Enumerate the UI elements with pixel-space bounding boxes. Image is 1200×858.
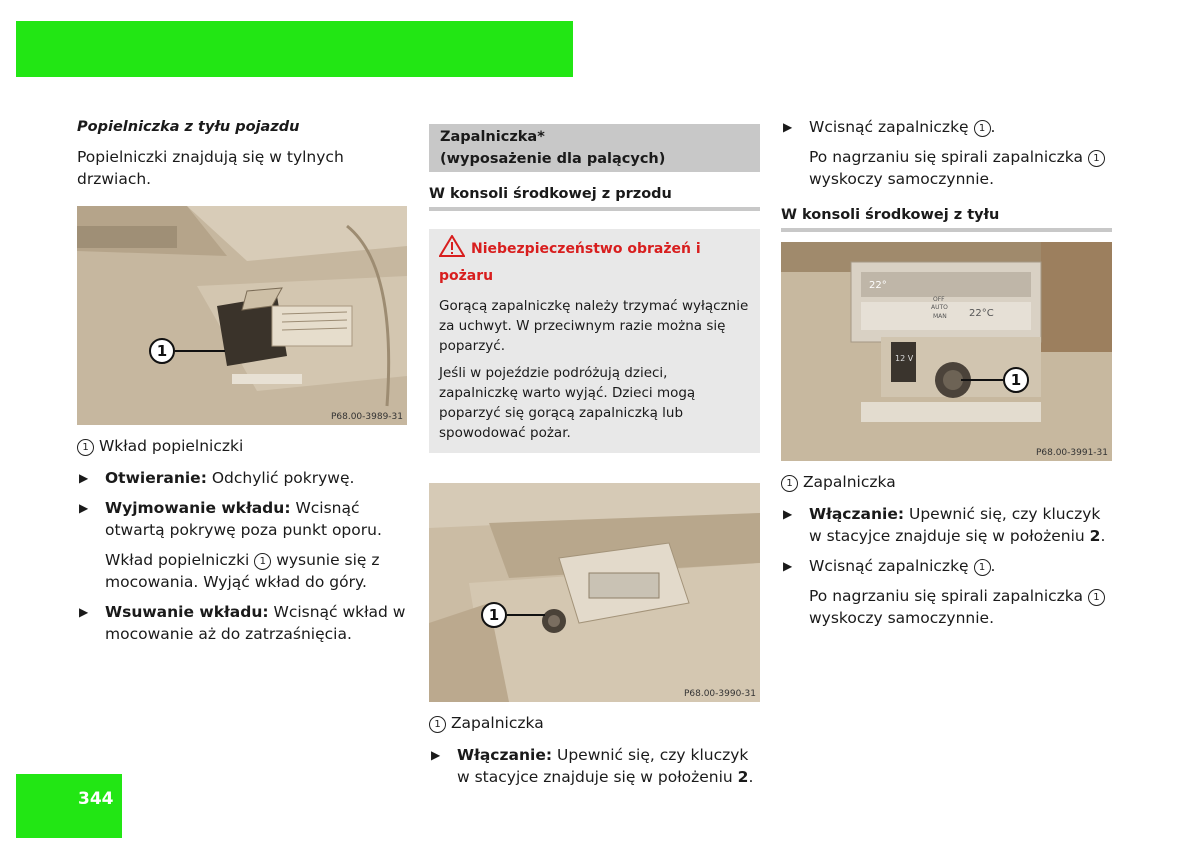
legend-item xyxy=(77,435,407,457)
callout-1: 1 xyxy=(149,338,175,364)
instruction-text: Wcisnąć otwartą pokrywę poza punkt oporu. xyxy=(105,499,382,539)
section-subtitle: (wyposażenie dla palących) xyxy=(440,151,666,167)
bullet-arrow-icon: ▶ xyxy=(783,507,793,521)
photo-code: P68.00-3989-31 xyxy=(330,412,403,422)
column-right xyxy=(781,116,1112,629)
warning-title xyxy=(439,235,750,288)
instruction-text: Wcisnąć wkład w mocowanie aż do zatrzaśnięcia. xyxy=(105,603,406,643)
instruction-text: Odchylić pokrywę. xyxy=(206,469,355,487)
note-text: Po nagrzaniu się spirali zapalniczka xyxy=(809,587,1088,605)
warning-text: Jeśli w pojeździe podróżują dzieci, zapalniczkę warto wyjąć. Dzieci mogą poparzyć się gorącą zapalniczką lub spowodować pożar. xyxy=(439,365,696,441)
section-title: Zapalniczka* xyxy=(440,129,545,145)
callout-number: 1 xyxy=(1088,589,1105,606)
legend-text: Zapalniczka xyxy=(802,473,896,491)
instruction-note xyxy=(781,146,1112,190)
instruction-switch-on xyxy=(781,503,1112,547)
instruction-label: Otwieranie: xyxy=(105,469,207,487)
photo-code: P68.00-3991-31 xyxy=(1035,448,1108,458)
subsection-heading: W konsoli środkowej z przodu xyxy=(429,184,760,211)
note-text: wyskoczy samoczynnie. xyxy=(809,609,994,627)
photo-code: P68.00-3990-31 xyxy=(683,689,756,699)
callout-leader-line xyxy=(507,614,545,616)
column-left xyxy=(77,116,407,645)
instruction-text: Upewnić się, czy kluczyk w stacyjce znajduje się w położeniu xyxy=(457,746,749,786)
instruction-text-end: . xyxy=(1100,527,1106,545)
rear-console-illustration xyxy=(781,242,1112,461)
callout-leader-line xyxy=(175,350,225,352)
instruction-insert xyxy=(77,601,407,645)
instruction-switch-on xyxy=(429,744,760,788)
instruction-text-end: . xyxy=(748,768,754,786)
instruction-label: Włączanie: xyxy=(809,505,905,523)
climate-off-label: OFF xyxy=(933,296,945,303)
instruction-remove xyxy=(77,497,407,541)
bullet-arrow-icon: ▶ xyxy=(431,748,441,762)
instruction-label: Włączanie: xyxy=(457,746,553,764)
intro-text: Popielniczki znajdują się w tylnych drzwiach. xyxy=(77,148,344,188)
climate-man-label: MAN xyxy=(933,313,947,320)
callout-number: 1 xyxy=(254,553,271,570)
socket-voltage-label: 12 V xyxy=(895,354,914,363)
note-text: Po nagrzaniu się spirali zapalniczka xyxy=(809,148,1088,166)
column-middle xyxy=(429,124,760,788)
instruction-label: Wsuwanie wkładu: xyxy=(105,603,269,621)
instruction-note xyxy=(77,549,407,593)
callout-1: 1 xyxy=(1003,367,1029,393)
callout-number: 1 xyxy=(974,559,991,576)
callout-number: 1 xyxy=(77,439,94,456)
bullet-arrow-icon: ▶ xyxy=(79,605,89,619)
section-title-box xyxy=(429,124,760,172)
callout-number: 1 xyxy=(974,120,991,137)
subsection-heading: W konsoli środkowej z tyłu xyxy=(781,205,1112,232)
front-console-illustration xyxy=(429,483,760,702)
bullet-arrow-icon: ▶ xyxy=(79,471,89,485)
callout-number: 1 xyxy=(1088,150,1105,167)
callout-number: 1 xyxy=(781,475,798,492)
instruction-open xyxy=(77,467,407,489)
photo-front-lighter xyxy=(429,483,760,702)
callout-1: 1 xyxy=(481,602,507,628)
climate-temp-right: 22°C xyxy=(969,308,994,319)
legend-text: Zapalniczka xyxy=(450,714,544,732)
legend-item xyxy=(429,712,760,734)
instruction-text: Upewnić się, czy kluczyk w stacyjce znajduje się w położeniu xyxy=(809,505,1101,545)
instruction-press xyxy=(781,116,1112,138)
photo-rear-ashtray xyxy=(77,206,407,425)
warning-triangle-icon xyxy=(439,235,465,265)
key-position: 2 xyxy=(737,768,749,786)
instruction-note xyxy=(781,585,1112,629)
note-text: wyskoczy samoczynnie. xyxy=(809,170,994,188)
warning-text: Gorącą zapalniczkę należy trzymać wyłącznie za uchwyt. W przeciwnym razie można się poparzyć. xyxy=(439,298,749,354)
header-accent-bar xyxy=(16,21,573,77)
instruction-text-end: . xyxy=(990,118,996,136)
warning-box xyxy=(429,229,760,453)
note-text: wysunie się z mocowania. Wyjąć wkład do góry. xyxy=(105,551,380,591)
bullet-arrow-icon: ▶ xyxy=(783,120,793,134)
instruction-press xyxy=(781,555,1112,577)
section-heading: Popielniczka z tyłu pojazdu xyxy=(77,119,300,135)
bullet-arrow-icon: ▶ xyxy=(79,501,89,515)
bullet-arrow-icon: ▶ xyxy=(783,559,793,573)
instruction-text: Wcisnąć zapalniczkę xyxy=(809,118,974,136)
instruction-label: Wyjmowanie wkładu: xyxy=(105,499,291,517)
callout-number: 1 xyxy=(429,716,446,733)
instruction-text: Wcisnąć zapalniczkę xyxy=(809,557,974,575)
note-text: Wkład popielniczki xyxy=(105,551,255,569)
climate-auto-label: AUTO xyxy=(931,304,948,311)
key-position: 2 xyxy=(1089,527,1101,545)
callout-leader-line xyxy=(961,379,1003,381)
photo-rear-lighter xyxy=(781,242,1112,461)
legend-item xyxy=(781,471,1112,493)
legend-text: Wkład popielniczki xyxy=(98,437,244,455)
climate-temp-left: 22° xyxy=(869,280,887,291)
door-ashtray-illustration xyxy=(77,206,407,425)
instruction-text-end: . xyxy=(990,557,996,575)
warning-title-text: Niebezpieczeństwo obrażeń i pożaru xyxy=(439,241,701,284)
page-number: 344 xyxy=(78,789,114,809)
